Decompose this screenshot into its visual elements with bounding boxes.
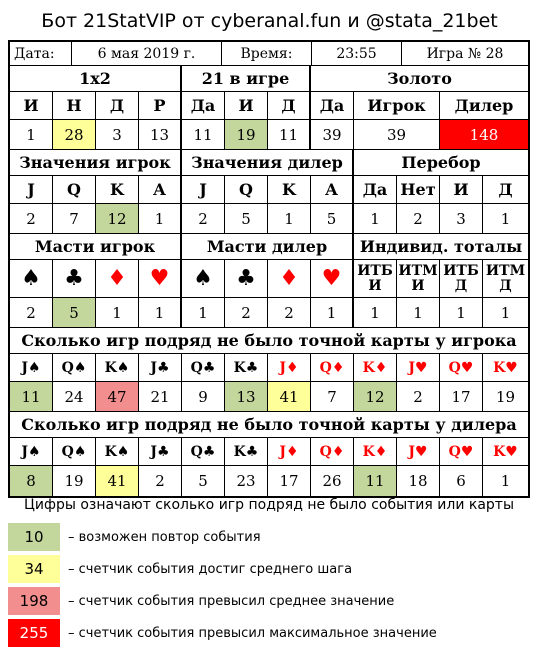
value-cell: 1 — [354, 204, 397, 233]
col-header: Нет — [397, 176, 440, 203]
value-cell: 12 — [96, 204, 139, 233]
section-title: Золото — [387, 69, 452, 88]
value-cell: 23 — [225, 466, 268, 496]
value-cell: 2 — [397, 382, 440, 411]
section2-titles — [10, 150, 528, 176]
card-k-diamonds: K♦ — [354, 438, 397, 465]
card-j-spades: J♠ — [10, 354, 53, 381]
col-header: Игрок — [354, 92, 440, 119]
value-cell: 2 — [397, 204, 440, 233]
total-header — [483, 260, 528, 297]
section-title: 1x2 — [10, 66, 182, 91]
value-cell: 11 — [354, 466, 397, 496]
value-cell: 41 — [96, 466, 139, 496]
value-cell: 7 — [53, 204, 96, 233]
value-cell: 1 — [397, 298, 440, 327]
club-icon: ♣ — [53, 260, 96, 297]
total-side: Д — [499, 277, 512, 294]
section-title: Перебор — [401, 153, 481, 172]
value-cell: 1 — [354, 298, 397, 327]
section-title: Сколько игр подряд не было точной карты у дилера — [21, 415, 517, 434]
section-title: Индивид. тоталы — [359, 237, 523, 256]
diamond-icon: ♦ — [96, 260, 139, 297]
value-cell: 47 — [96, 382, 139, 411]
legend-swatch: 10 — [8, 523, 60, 551]
section4-cards — [10, 354, 528, 382]
card-j-clubs: J♣ — [139, 438, 182, 465]
value-cell: 12 — [354, 382, 397, 411]
value-cell: 1 — [500, 209, 511, 228]
section-title: Сколько игр подряд не было точной карты у игрока — [21, 331, 517, 350]
legend-text: – счетчик события превысил максимальное значение — [68, 625, 437, 641]
date-label: Дата: — [10, 42, 72, 65]
value-cell: 2 — [182, 204, 225, 233]
value-cell: 41 — [268, 382, 311, 411]
col-header: Дилер — [454, 96, 514, 115]
total-label: ИТБ — [357, 262, 393, 279]
section5-values — [10, 466, 528, 496]
legend-item — [8, 555, 352, 583]
card-k-hearts: K♥ — [493, 443, 518, 460]
game-number: Игра № 28 — [426, 45, 504, 62]
value-cell: 5 — [182, 466, 225, 496]
value-cell: 24 — [53, 382, 96, 411]
col-header: И — [10, 92, 53, 119]
value-cell: 1 — [96, 298, 139, 327]
legend-text: – возможен повтор события — [68, 529, 261, 545]
section1-values — [10, 120, 528, 150]
total-label: ИТБ — [443, 262, 479, 279]
page-title: Бот 21StatVIP от cyberanal.fun и @stata_21bet — [41, 10, 498, 32]
value-cell: 3 — [440, 204, 483, 233]
value-cell: 1 — [500, 472, 511, 490]
value-cell: 26 — [311, 466, 354, 496]
col-header: Да — [354, 176, 397, 203]
section3-titles — [10, 234, 528, 260]
value-cell: 1 — [500, 303, 511, 322]
value-cell: 39 — [311, 120, 354, 149]
value-cell: 148 — [440, 120, 528, 149]
card-j-spades: J♠ — [10, 438, 53, 465]
legend-item — [8, 619, 437, 647]
date-value: 6 мая 2019 г. — [72, 42, 222, 65]
value-cell: 5 — [311, 204, 354, 233]
value-cell: 1 — [10, 120, 53, 149]
value-cell: 18 — [397, 466, 440, 496]
card-q-spades: Q♠ — [53, 354, 96, 381]
section5-cards — [10, 438, 528, 466]
value-cell: 17 — [268, 466, 311, 496]
col-header: Д — [498, 180, 513, 199]
value-cell: 11 — [182, 120, 225, 149]
value-cell: 5 — [225, 204, 268, 233]
value-cell: 13 — [225, 382, 268, 411]
card-k-clubs: K♣ — [225, 438, 268, 465]
value-cell: 1 — [139, 298, 182, 327]
col-header: Д — [96, 92, 139, 119]
card-k-spades: K♠ — [96, 438, 139, 465]
section2-values — [10, 204, 528, 234]
card-k-spades: K♠ — [96, 354, 139, 381]
col-header: Н — [53, 92, 96, 119]
card-q-diamonds: Q♦ — [311, 354, 354, 381]
section1-sub — [10, 92, 528, 120]
section4-values — [10, 382, 528, 412]
section-title: 21 в игре — [182, 66, 311, 91]
total-header — [354, 260, 397, 297]
value-cell: 1 — [311, 298, 354, 327]
value-cell: 13 — [139, 120, 182, 149]
total-side: И — [368, 277, 382, 294]
card-j-hearts: J♥ — [397, 354, 440, 381]
legend-text: – счетчик события превысил среднее значение — [68, 593, 395, 609]
col-header: Q — [225, 176, 268, 203]
value-cell: 2 — [10, 298, 53, 327]
value-cell: 2 — [10, 204, 53, 233]
card-q-clubs: Q♣ — [182, 438, 225, 465]
col-header: Д — [268, 92, 311, 119]
value-cell: 9 — [182, 382, 225, 411]
value-cell: 1 — [268, 204, 311, 233]
header-row — [10, 42, 528, 66]
time-value: 23:55 — [312, 42, 402, 65]
card-q-clubs: Q♣ — [182, 354, 225, 381]
section3-sub — [10, 260, 528, 298]
legend-note: Цифры означают сколько игр подряд не было события или карты — [24, 497, 514, 513]
value-cell: 21 — [139, 382, 182, 411]
legend-swatch: 34 — [8, 555, 60, 583]
club-icon: ♣ — [225, 260, 268, 297]
col-header: Да — [311, 92, 354, 119]
spade-icon: ♠ — [10, 260, 53, 297]
spade-icon: ♠ — [182, 260, 225, 297]
value-cell: 11 — [268, 120, 311, 149]
value-cell: 19 — [53, 466, 96, 496]
value-cell: 2 — [225, 298, 268, 327]
diamond-icon: ♦ — [268, 260, 311, 297]
col-header: K — [268, 176, 311, 203]
col-header: J — [182, 176, 225, 203]
value-cell: 5 — [53, 298, 96, 327]
value-cell: 11 — [10, 382, 53, 411]
value-cell: 8 — [10, 466, 53, 496]
legend-item — [8, 587, 394, 615]
col-header: И — [440, 176, 483, 203]
section-title: Значения игрок — [10, 150, 182, 175]
card-q-hearts: Q♥ — [440, 438, 483, 465]
heart-icon: ♥ — [139, 260, 182, 297]
total-header — [440, 260, 483, 297]
card-j-diamonds: J♦ — [268, 354, 311, 381]
col-header: И — [225, 92, 268, 119]
col-header: Да — [182, 92, 225, 119]
card-k-hearts: K♥ — [493, 359, 518, 376]
card-q-spades: Q♠ — [53, 438, 96, 465]
section5-title-row — [10, 412, 528, 438]
value-cell: 1 — [182, 298, 225, 327]
value-cell: 2 — [139, 466, 182, 496]
value-cell: 28 — [53, 120, 96, 149]
legend-item — [8, 523, 261, 551]
col-header: Р — [139, 92, 182, 119]
section4-title-row — [10, 328, 528, 354]
total-side: Д — [454, 277, 468, 294]
card-j-diamonds: J♦ — [268, 438, 311, 465]
col-header: J — [10, 176, 53, 203]
value-cell: 17 — [440, 382, 483, 411]
heart-icon: ♥ — [311, 260, 354, 297]
section1-titles — [10, 66, 528, 92]
section2-sub — [10, 176, 528, 204]
total-header — [397, 260, 440, 297]
value-cell: 19 — [495, 387, 516, 406]
section3-values — [10, 298, 528, 328]
time-label: Время: — [222, 42, 312, 65]
section-title: Масти игрок — [10, 234, 182, 259]
card-j-clubs: J♣ — [139, 354, 182, 381]
value-cell: 6 — [440, 466, 483, 496]
col-header: Q — [53, 176, 96, 203]
value-cell: 3 — [96, 120, 139, 149]
legend-swatch: 198 — [8, 587, 60, 615]
value-cell: 7 — [311, 382, 354, 411]
card-k-diamonds: K♦ — [354, 354, 397, 381]
card-k-clubs: K♣ — [225, 354, 268, 381]
total-side: И — [411, 277, 425, 294]
section-title: Значения дилер — [182, 150, 354, 175]
total-label: ИТМ — [485, 262, 526, 279]
legend-text: – счетчик события достиг среднего шага — [68, 561, 353, 577]
col-header: A — [311, 176, 354, 203]
value-cell: 1 — [440, 298, 483, 327]
col-header: K — [96, 176, 139, 203]
value-cell: 1 — [139, 204, 182, 233]
card-j-hearts: J♥ — [397, 438, 440, 465]
value-cell: 39 — [354, 120, 440, 149]
section-title: Масти дилер — [182, 234, 354, 259]
legend-swatch: 255 — [8, 619, 60, 647]
total-label: ИТМ — [398, 262, 438, 279]
card-q-hearts: Q♥ — [440, 354, 483, 381]
col-header: A — [139, 176, 182, 203]
card-q-diamonds: Q♦ — [311, 438, 354, 465]
value-cell: 19 — [225, 120, 268, 149]
stats-table — [8, 40, 530, 498]
value-cell: 2 — [268, 298, 311, 327]
